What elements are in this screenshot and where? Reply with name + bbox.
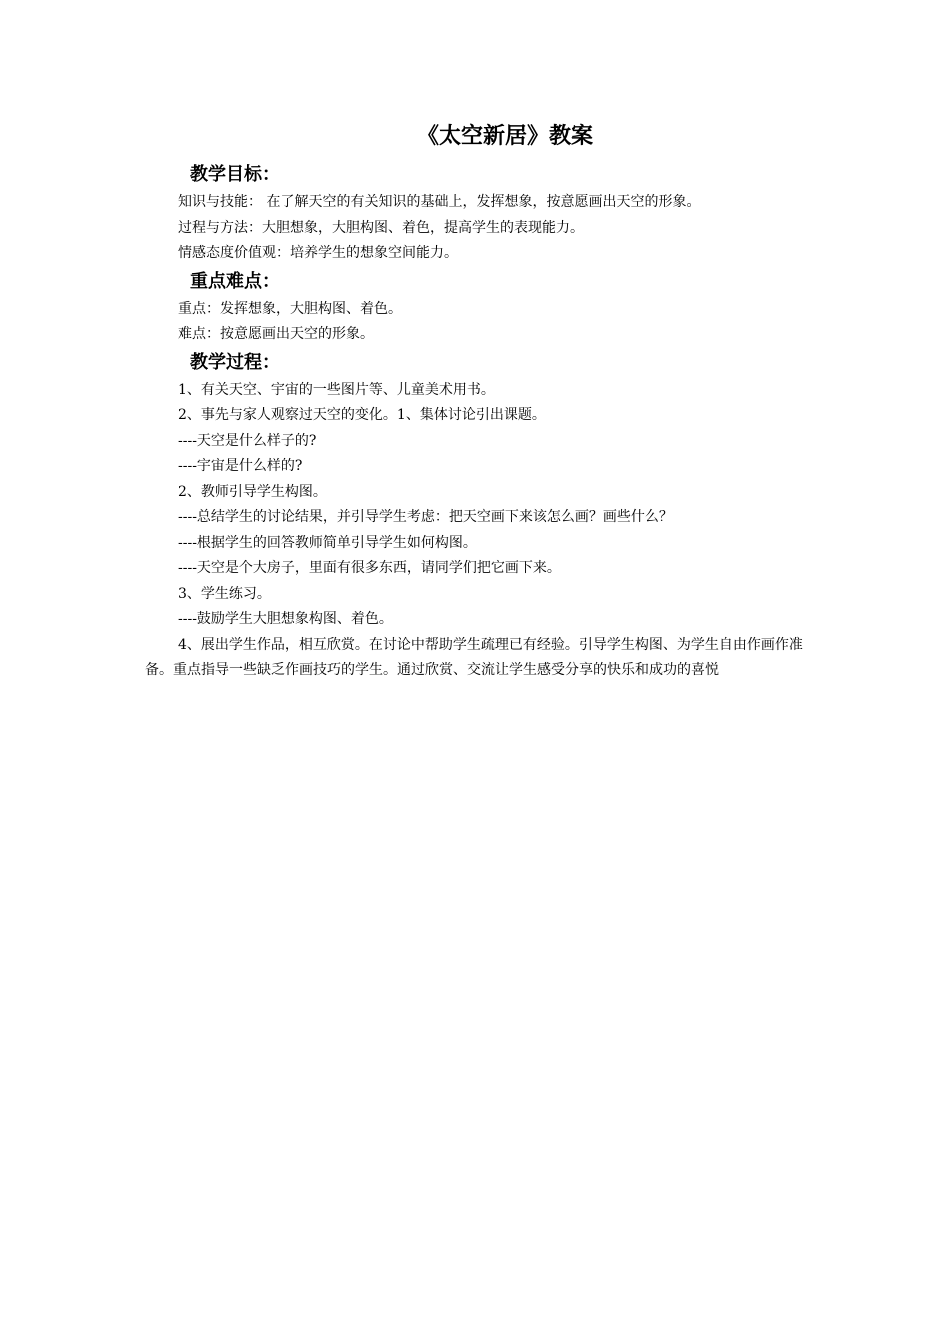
process-closing-paragraph: 4、展出学生作品，相互欣赏。在讨论中帮助学生疏理已有经验。引导学生构图、为学生自由作画作准备。重点指导一些缺乏作画技巧的学生。通过欣赏、交流让学生感受分享的快乐和成功的喜悦 <box>145 636 803 678</box>
process-line: ----天空是什么样子的? <box>178 432 317 449</box>
process-line: ----鼓励学生大胆想象构图、着色。 <box>178 611 393 627</box>
section-heading-process: 教学过程： <box>190 351 280 373</box>
process-line: 1、有关天空、宇宙的一些图片等、儿童美术用书。 <box>178 381 495 398</box>
process-line: 2、事先与家人观察过天空的变化。1、集体讨论引出课题。 <box>178 407 546 423</box>
document-body <box>145 160 825 684</box>
process-line: 3、学生练习。 <box>178 585 271 602</box>
process-line: ----总结学生的讨论结果，并引导学生考虑：把天空画下来该怎么画？画些什么？ <box>178 509 673 525</box>
objective-attitude-values: 情感态度价值观：培养学生的想象空间能力。 <box>178 245 458 261</box>
section-heading-key-points: 重点难点： <box>190 270 280 292</box>
key-point: 重点：发挥想象，大胆构图、着色。 <box>178 300 402 317</box>
process-line: ----天空是个大房子，里面有很多东西，请同学们把它画下来。 <box>178 560 561 576</box>
process-line: 2、教师引导学生构图。 <box>178 483 327 500</box>
process-line: ----根据学生的回答教师简单引导学生如何构图。 <box>178 534 477 551</box>
section-heading-objectives: 教学目标： <box>190 164 280 185</box>
process-line: ----宇宙是什么样的? <box>178 458 303 474</box>
difficult-point: 难点：按意愿画出天空的形象。 <box>178 326 374 342</box>
objective-process-method: 过程与方法：大胆想象，大胆构图、着色，提高学生的表现能力。 <box>178 219 584 236</box>
objective-knowledge-skills: 知识与技能： 在了解天空的有关知识的基础上，发挥想象，按意愿画出天空的形象。 <box>178 194 701 210</box>
document-title: 《太空新居》教案 <box>416 124 593 149</box>
